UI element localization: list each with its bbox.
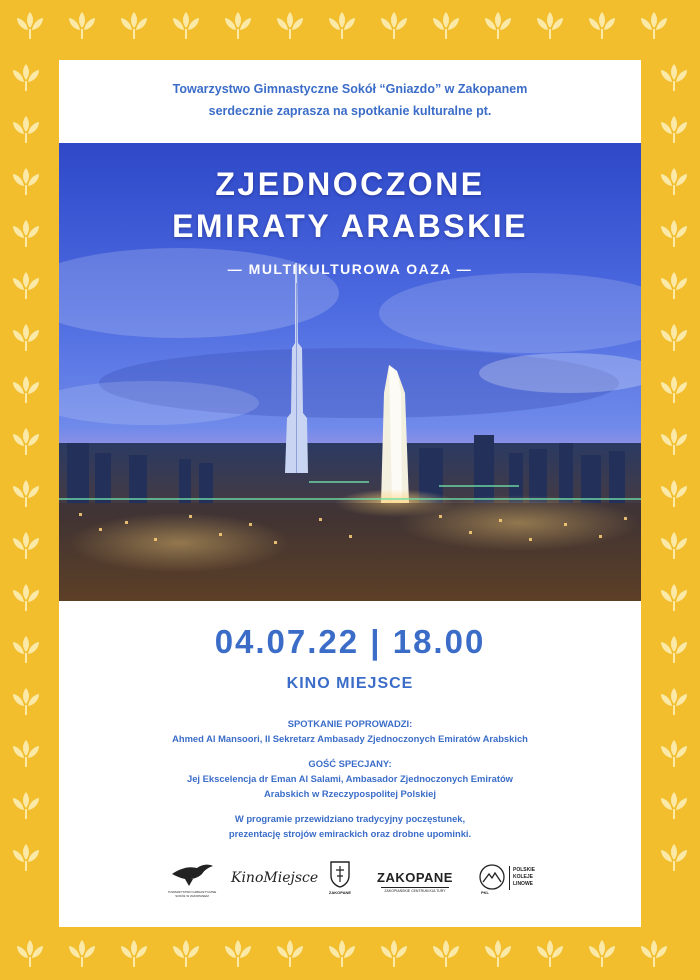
sokol-caption: TOWARZYSTWO GIMNASTYCZNE SOKÓŁ W ZAKOPANEM: [167, 890, 217, 898]
wheat-leaf-icon: [485, 940, 511, 967]
wheat-leaf-icon: [433, 940, 459, 967]
sponsor-logos: [59, 860, 641, 910]
event-date-time: 04.07.22 | 18.00: [214, 623, 486, 660]
wheat-leaf-icon: [121, 940, 147, 967]
wheat-leaf-icon: [13, 688, 39, 715]
content-card: [59, 60, 641, 927]
zakopane-caption: ZAKOPIAŃSKIE CENTRUM KULTURY: [384, 889, 446, 893]
wheat-leaf-icon: [537, 12, 563, 39]
kino-miejsce-wordmark: KinoMiejsce: [231, 870, 319, 886]
wheat-leaf-icon: [641, 940, 667, 967]
wheat-leaf-icon: [661, 584, 687, 611]
pkl-logo: [479, 860, 539, 904]
wheat-leaf-icon: [277, 12, 303, 39]
wheat-leaf-icon: [661, 272, 687, 299]
zakopane-logo: [377, 860, 453, 904]
wheat-leaf-icon: [173, 940, 199, 967]
zakopane-wordmark: ZAKOPANE: [377, 870, 453, 885]
guest-label: GOŚĆ SPECJANY:: [308, 758, 392, 769]
wheat-leaf-icon: [225, 940, 251, 967]
wheat-leaf-icon: [589, 940, 615, 967]
wheat-leaf-icon: [485, 12, 511, 39]
pkl-mark: PKL: [481, 890, 489, 895]
wheat-leaf-icon: [661, 220, 687, 247]
wheat-leaf-icon: [13, 428, 39, 455]
wheat-leaf-icon: [13, 844, 39, 871]
wheat-leaf-icon: [661, 532, 687, 559]
guest-line-1: Jej Ekscelencja dr Eman Al Salami, Ambasador Zjednoczonych Emiratów: [187, 773, 513, 784]
wheat-leaf-icon: [381, 12, 407, 39]
sokol-logo: [167, 860, 217, 904]
wheat-leaf-icon: [661, 376, 687, 403]
wheat-leaf-icon: [69, 12, 95, 39]
event-title: [59, 163, 641, 247]
wheat-leaf-icon: [13, 64, 39, 91]
zakopane-crest-caption: ZAKOPANE: [328, 890, 352, 895]
intro-line-2: serdecznie zaprasza na spotkanie kulturalne pt.: [208, 104, 492, 118]
wheat-leaf-icon: [13, 532, 39, 559]
wheat-leaf-icon: [13, 324, 39, 351]
wheat-leaf-icon: [661, 168, 687, 195]
wheat-leaf-icon: [661, 480, 687, 507]
pkl-line-3: LINOWE: [513, 881, 533, 887]
mountain-icon: [479, 864, 505, 890]
program-line-1: W programie przewidziano tradycyjny poczęstunek,: [234, 813, 466, 824]
wheat-leaf-icon: [329, 12, 355, 39]
zakopane-divider: [381, 887, 449, 888]
wheat-leaf-icon: [537, 940, 563, 967]
wheat-leaf-icon: [225, 12, 251, 39]
event-details: [119, 716, 581, 841]
wheat-leaf-icon: [13, 272, 39, 299]
wheat-leaf-icon: [13, 792, 39, 819]
intro-text: [59, 78, 641, 122]
wheat-leaf-icon: [69, 940, 95, 967]
event-title-line-1: ZJEDNOCZONE: [215, 166, 485, 202]
falcon-icon: [167, 860, 217, 890]
wheat-leaf-icon: [661, 688, 687, 715]
wheat-leaf-icon: [121, 12, 147, 39]
pkl-line-1: POLSKIE: [513, 867, 535, 873]
wheat-leaf-icon: [17, 940, 43, 967]
pkl-name: [513, 867, 535, 888]
wheat-leaf-icon: [17, 12, 43, 39]
wheat-leaf-icon: [661, 844, 687, 871]
pkl-divider: [509, 866, 510, 890]
wheat-leaf-icon: [173, 12, 199, 39]
wheat-leaf-icon: [13, 636, 39, 663]
wheat-leaf-icon: [13, 740, 39, 767]
wheat-leaf-icon: [381, 940, 407, 967]
crest-icon: [329, 860, 351, 888]
kino-miejsce-logo: [231, 860, 319, 904]
pkl-line-2: KOLEJE: [513, 874, 534, 880]
wheat-leaf-icon: [13, 168, 39, 195]
wheat-leaf-icon: [661, 324, 687, 351]
wheat-leaf-icon: [433, 12, 459, 39]
wheat-leaf-icon: [661, 64, 687, 91]
zakopane-crest-logo: [325, 860, 355, 904]
program-line-2: prezentację strojów emirackich oraz drobne upominki.: [228, 828, 472, 839]
intro-line-1: Towarzystwo Gimnastyczne Sokół “Gniazdo” w Zakopanem: [172, 82, 528, 96]
event-title-line-2: EMIRATY ARABSKIE: [172, 208, 528, 244]
wheat-leaf-icon: [661, 428, 687, 455]
wheat-leaf-icon: [589, 12, 615, 39]
wheat-leaf-icon: [641, 12, 667, 39]
event-venue: KINO MIEJSCE: [286, 675, 414, 692]
wheat-leaf-icon: [13, 480, 39, 507]
wheat-leaf-icon: [13, 584, 39, 611]
wheat-leaf-icon: [329, 940, 355, 967]
wheat-leaf-icon: [661, 740, 687, 767]
wheat-leaf-icon: [13, 220, 39, 247]
hero-image: [59, 143, 641, 601]
wheat-leaf-icon: [277, 940, 303, 967]
guest-line-2: Arabskich w Rzeczypospolitej Polskiej: [264, 788, 436, 799]
host-label: SPOTKANIE POPROWADZI:: [287, 718, 413, 729]
event-subtitle: — MULTIKULTUROWA OAZA —: [227, 261, 473, 277]
host-name: Ahmed Al Mansoori, II Sekretarz Ambasady Zjednoczonych Emiratów Arabskich: [172, 733, 528, 744]
wheat-leaf-icon: [661, 792, 687, 819]
wheat-leaf-icon: [13, 376, 39, 403]
wheat-leaf-icon: [661, 636, 687, 663]
wheat-leaf-icon: [661, 116, 687, 143]
wheat-leaf-icon: [13, 116, 39, 143]
